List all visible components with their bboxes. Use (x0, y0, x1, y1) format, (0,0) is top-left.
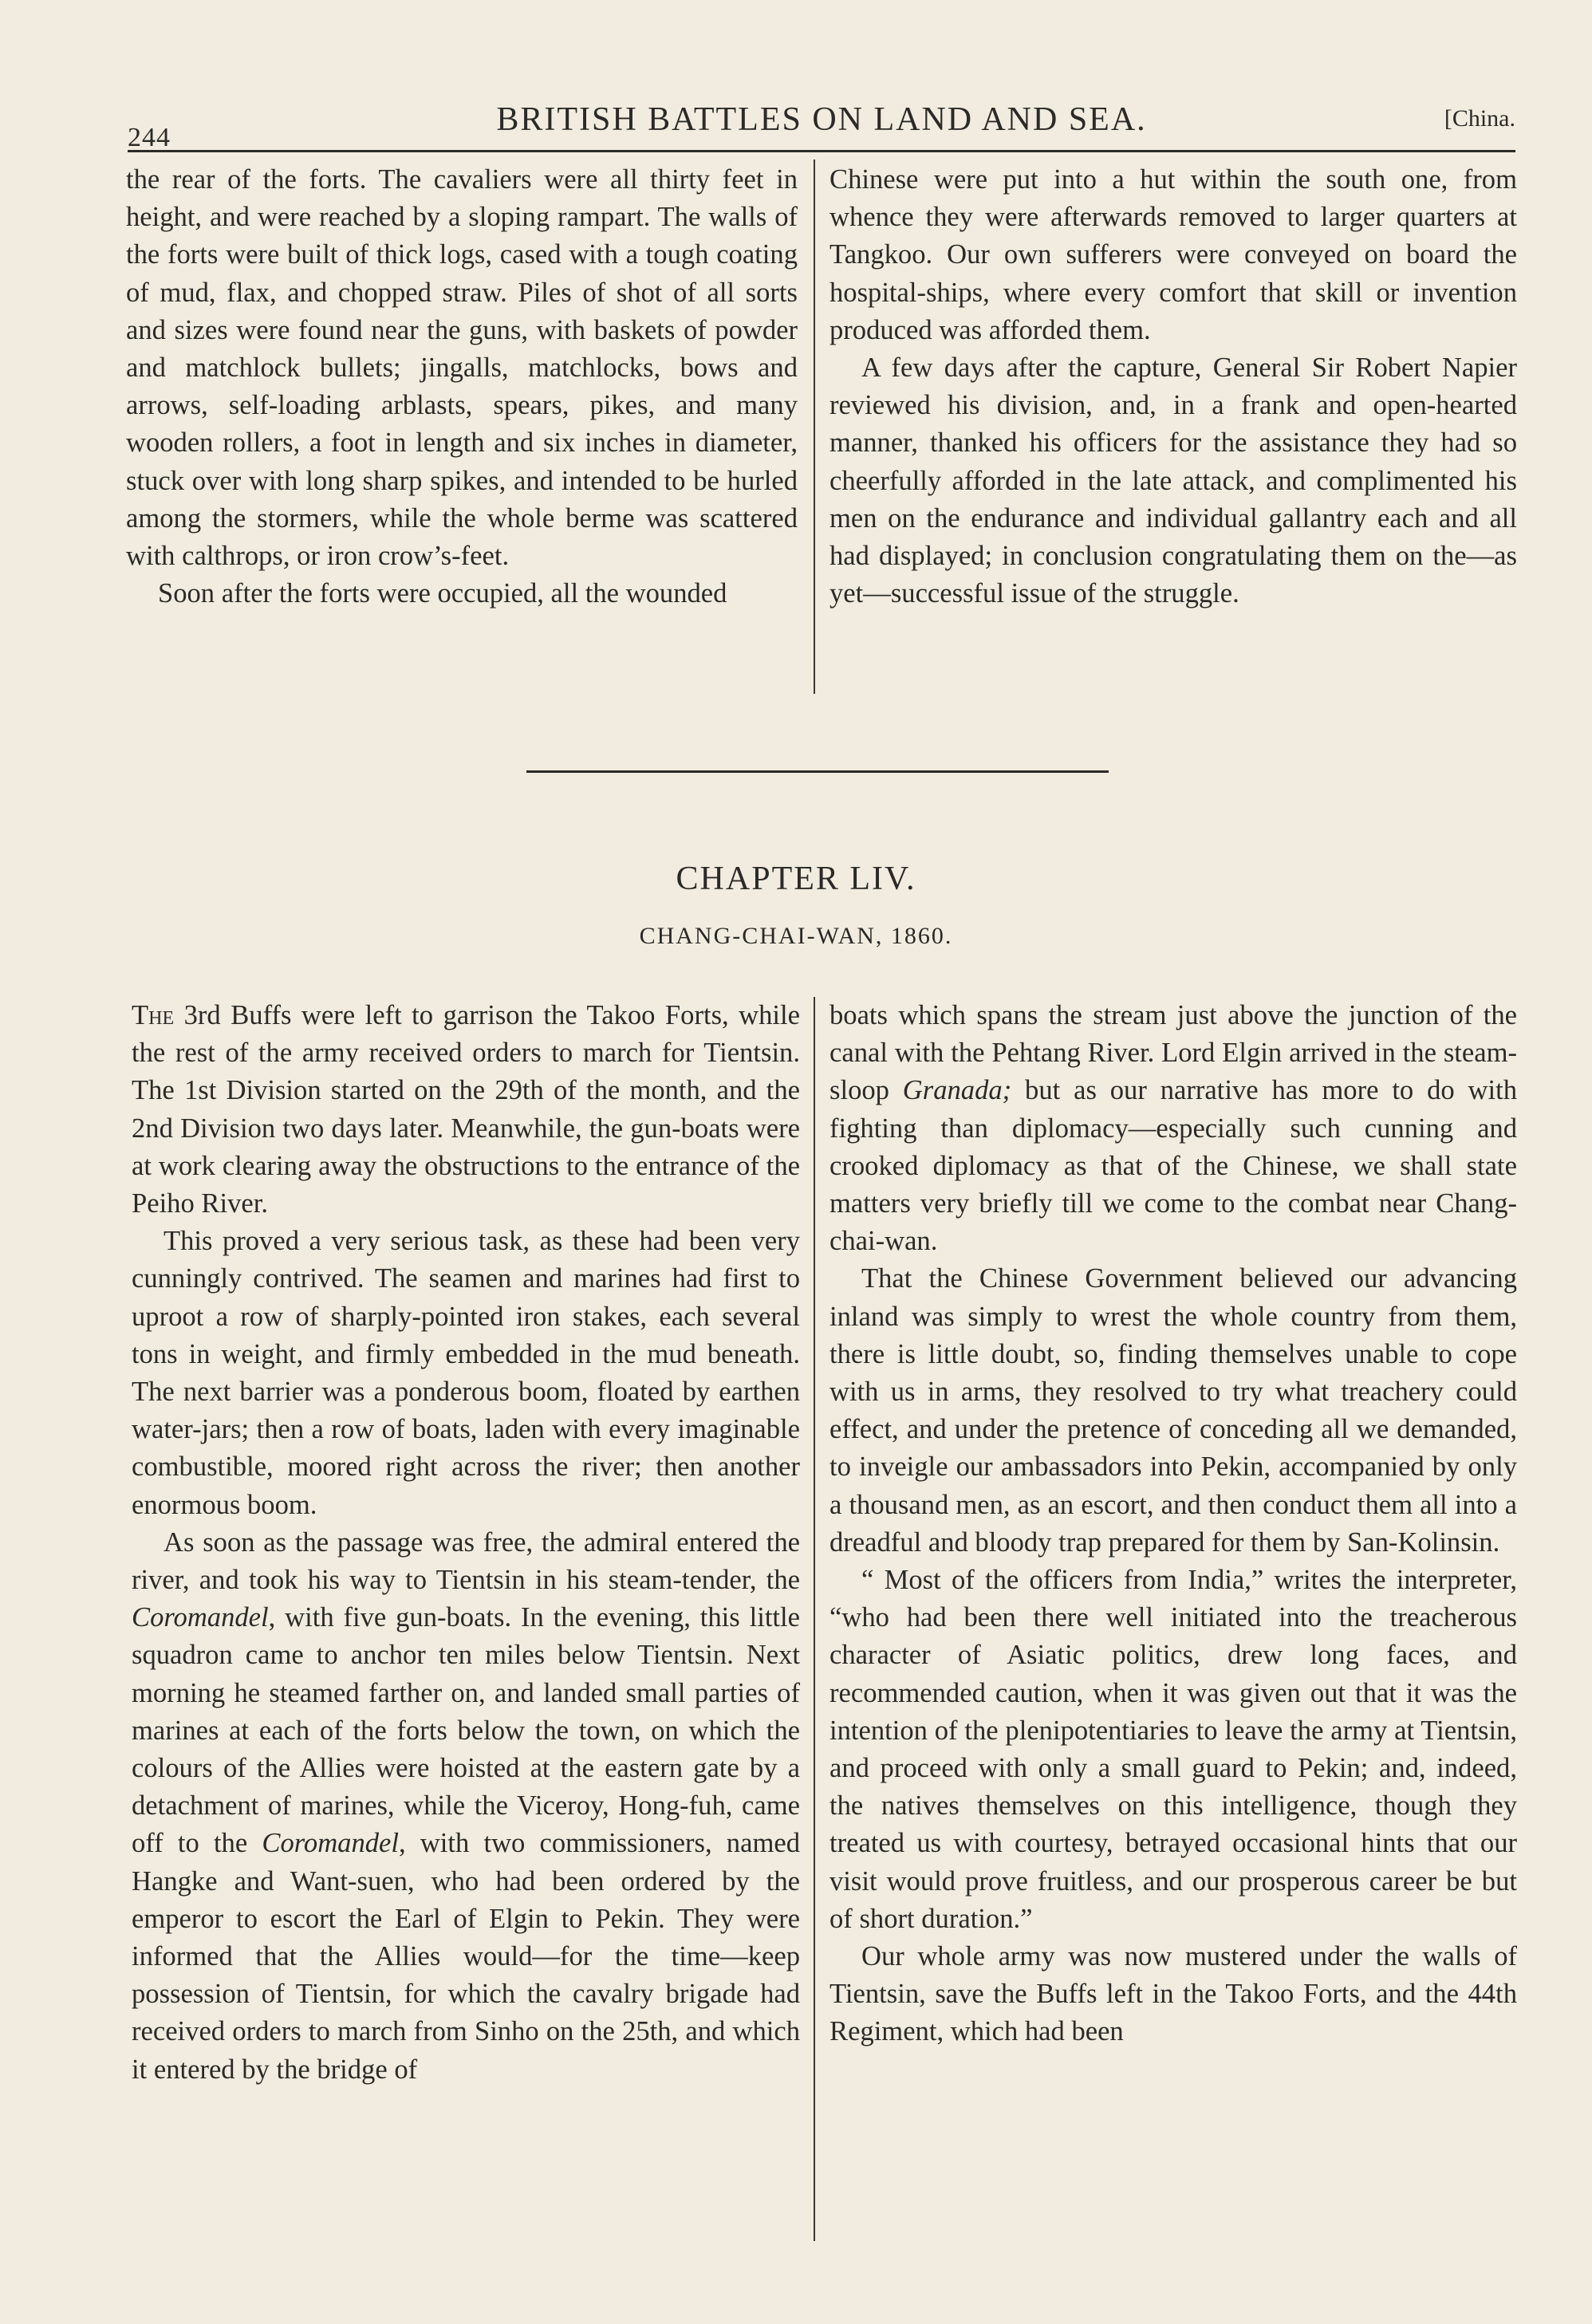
paragraph: Chinese were put into a hut within the south one, from whence they were afterwards removed to larger quarters at Tangkoo. Our own sufferers were conveyed on board the hospital-ships, where every comfort that skill or invention produced was afforded them. (829, 164, 1517, 345)
paragraph: This proved a very serious task, as these had been very cunningly contrived. The seamen and marines had first to uproot a row of sharply-pointed iron stakes, each several tons in weight, and firmly embedded in the mud beneath. The next barrier was a ponderous boom, floated by earthen water-jars; then a row of boats, laden with every imaginable combustible, moored right across the river; then another enormous boom. (132, 1226, 800, 1520)
running-header (128, 89, 1515, 153)
column-right-top (829, 161, 1517, 613)
section-divider-rule (526, 770, 1109, 773)
paragraph: the rear of the forts. The cavaliers were all thirty feet in height, and were reached by a sloping rampart. The walls of the forts were built of thick logs, cased with a tough coating of mud, flax, and chopped straw. Piles of shot of all sorts and sizes were found near the guns, with baskets of powder and matchlock bullets; jingalls, matchlocks, bows and arrows, self-loading arblasts, spears, pikes, and many wooden rollers, a foot in length and six inches in diameter, stuck over with long sharp spikes, and intended to be hurled among the stormers, while the whole berme was scattered with calthrops, or iron crow’s-feet. (126, 164, 798, 572)
paragraph (132, 997, 800, 1223)
text-run: but as our narrative has more to do with fighting than diplomacy—especially such cunning and crooked diplomacy as that of the Chinese, we shall state matters very briefly till we come to the combat near Chang-chai-wan. (829, 1075, 1517, 1257)
ship-name: Coromandel (132, 1602, 269, 1633)
column-divider (814, 997, 815, 2241)
chapter-subtitle: CHANG-CHAI-WAN, 1860. (639, 923, 953, 949)
text-run: , with two commissioners, named Hangke and Want-suen, who had been ordered by the emperor to escort the Earl of Elgin to Pekin. They were informed that the Allies would—for the time—keep possession of Tientsin, for which the cavalry brigade had received orders to march from Sinho on the 25th, and which it entered by the bridge of (132, 1828, 800, 2085)
section-tag: [China. (1444, 105, 1515, 132)
paragraph (132, 1524, 800, 2089)
column-divider (814, 160, 815, 694)
header-rule (128, 150, 1515, 152)
text-run: , with five gun-boats. In the evening, this little squadron came to anchor ten miles below Tientsin. Next morning he steamed farther on, and landed small parties of marines at each of the forts below the town, on which the colours of the Allies were hoisted at the eastern gate by a detachment of marines, while the Viceroy, Hong-fuh, came off to the (132, 1602, 800, 1859)
paragraph: “ Most of the officers from India,” writes the interpreter, “who had been there well initiated into the treacherous character of Asiatic politics, drew long faces, and recommended caution, when it was given out that it was the intention of the plenipotentiaries to leave the army at Tientsin, and proceed with only a small guard to Pekin; and, indeed, the natives themselves on this intelligence, though they treated us with courtesy, betrayed occasional hints that our visit would prove fruitless, and our prosperous career be but of short duration.” (829, 1565, 1517, 1934)
column-right-bottom (829, 997, 1517, 2051)
text-run: boats which spans the stream just above the junction of the canal with the Pehtang River. Lord Elgin arrived in the steam-sloop (829, 1000, 1517, 1106)
paragraph: Soon after the forts were occupied, all the wounded (158, 578, 727, 609)
text-run: 3rd Buffs were left to garrison the Takoo Forts, while the rest of the army received orders to march for Tientsin. The 1st Division started on the 29th of the month, and the 2nd Division two days later. Meanwhile, the gun-boats were at work clearing away the obstructions to the entrance of the Peiho River. (132, 1000, 800, 1219)
running-title: BRITISH BATTLES ON LAND AND SEA. (496, 101, 1147, 138)
paragraph: A few days after the capture, General Sir Robert Napier reviewed his division, and, in a frank and open-hearted manner, thanked his officers for the assistance they had so cheerfully afforded in the late attack, and complimented his men on the endurance and individual gallantry each and all had displayed; in conclusion congratulating them on the—as yet—successful issue of the struggle. (829, 353, 1517, 609)
column-left-bottom (132, 997, 800, 2089)
opening-word: The (132, 1000, 175, 1030)
page-number: 244 (128, 123, 171, 152)
text-run: As soon as the passage was free, the admiral entered the river, and took his way to Tientsin in his steam-tender, the (132, 1526, 800, 1596)
paragraph: That the Chinese Government believed our advancing inland was simply to wrest the whole country from them, there is little doubt, so, finding themselves unable to cope with us in arms, they resolved to try what treachery could effect, and under the pretence of conceding all we demanded, to inveigle our ambassadors into Pekin, accompanied by only a thousand men, as an escort, and then conduct them all into a dreadful and bloody trap prepared for them by San-Kolinsin. (829, 1263, 1517, 1558)
chapter-title: CHAPTER LIV. (676, 861, 916, 897)
ship-name: Coromandel (262, 1828, 399, 1859)
paragraph: Our whole army was now mustered under the walls of Tientsin, save the Buffs left in the Takoo Forts, and the 44th Regiment, which had been (829, 1941, 1517, 2047)
column-left-top (126, 161, 798, 613)
ship-name: Granada; (902, 1075, 1012, 1106)
paragraph (829, 997, 1517, 1260)
